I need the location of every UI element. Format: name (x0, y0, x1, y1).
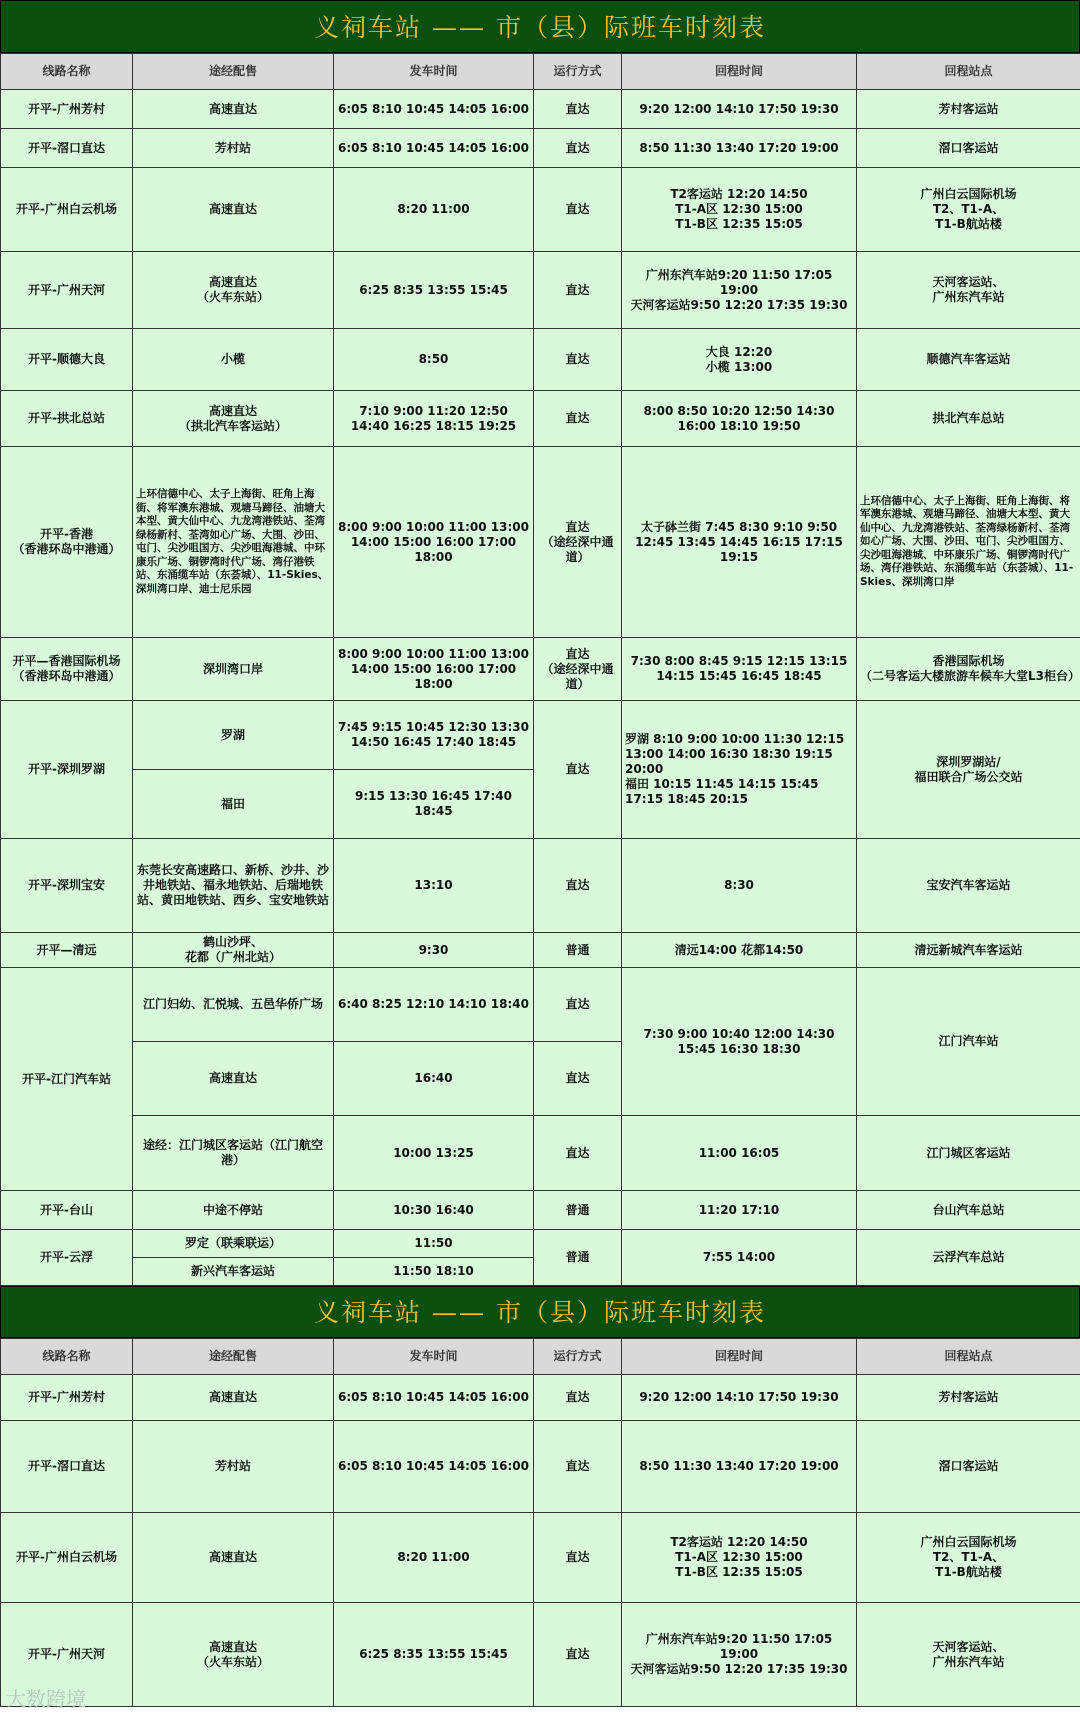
depart-time: 8:00 9:00 10:00 11:00 13:00 14:00 15:00 16:00 17:00 18:00 (334, 638, 534, 701)
return-time: 广州东汽车站9:20 11:50 17:05 19:00 天河客运站9:50 12:20 17:35 19:30 (622, 252, 857, 329)
mode: 直达 (534, 129, 622, 168)
table-row (1, 391, 1080, 447)
via: 高速直达 （火车东站） (133, 252, 334, 329)
header-return-time: 回程时间 (622, 54, 857, 90)
page-title: 义祠车站 —— 市（县）际班车时刻表 (0, 0, 1080, 53)
route-name: 开平-广州芳村 (1, 90, 133, 129)
route-name: 开平-台山 (1, 1191, 133, 1230)
mode: 直达 (534, 1042, 622, 1116)
header-return-time: 回程时间 (622, 1339, 857, 1375)
route-name: 开平-广州芳村 (1, 1375, 133, 1421)
table-row (1, 129, 1080, 168)
via: 鹤山沙坪、 花都（广州北站） (133, 933, 334, 968)
via: 小榄 (133, 329, 334, 391)
table-row (1, 1375, 1080, 1421)
header-depart: 发车时间 (334, 54, 534, 90)
return-station: 广州白云国际机场 T2、T1-A、 T1-B航站楼 (857, 168, 1080, 252)
return-time: 8:30 (622, 839, 857, 933)
return-time: T2客运站 12:20 14:50 T1-A区 12:30 15:00 T1-B区 12:35 15:05 (622, 168, 857, 252)
via: 高速直达 (133, 1042, 334, 1116)
depart-time: 6:05 8:10 10:45 14:05 16:00 (334, 90, 534, 129)
table-row (1, 90, 1080, 129)
via: 中途不停站 (133, 1191, 334, 1230)
table-row (1, 329, 1080, 391)
depart-time: 6:05 8:10 10:45 14:05 16:00 (334, 1375, 534, 1421)
header-row (1, 54, 1080, 90)
return-station: 宝安汽车客运站 (857, 839, 1080, 933)
table-row (1, 1513, 1080, 1603)
header-return-station: 回程站点 (857, 1339, 1080, 1375)
via: 高速直达 (133, 90, 334, 129)
return-time: 7:55 14:00 (622, 1230, 857, 1286)
header-route: 线路名称 (1, 1339, 133, 1375)
return-station: 云浮汽车总站 (857, 1230, 1080, 1286)
via: 福田 (133, 770, 334, 839)
route-name: 开平-滘口直达 (1, 129, 133, 168)
table-row (1, 968, 1080, 1042)
return-station: 天河客运站、 广州东汽车站 (857, 1603, 1080, 1707)
header-via: 途经配售 (133, 54, 334, 90)
return-station: 顺德汽车客运站 (857, 329, 1080, 391)
return-station: 江门城区客运站 (857, 1116, 1080, 1191)
return-time: T2客运站 12:20 14:50 T1-A区 12:30 15:00 T1-B区 12:35 15:05 (622, 1513, 857, 1603)
mode: 直达 (534, 391, 622, 447)
depart-time: 6:40 8:25 12:10 14:10 18:40 (334, 968, 534, 1042)
route-name: 开平-滘口直达 (1, 1421, 133, 1513)
route-name: 开平-广州白云机场 (1, 168, 133, 252)
via: 途经：江门城区客运站（江门航空港） (133, 1116, 334, 1191)
table-row (1, 252, 1080, 329)
watermark-logo: 大数跨境 (6, 1687, 86, 1711)
mode: 普通 (534, 1191, 622, 1230)
route-name: 开平-深圳罗湖 (1, 701, 133, 839)
mode: 直达 (534, 90, 622, 129)
return-station: 香港国际机场 （二号客运大楼旅游车候车大堂L3柜台） (857, 638, 1080, 701)
route-name: 开平-拱北总站 (1, 391, 133, 447)
schedule-table (0, 53, 1080, 1286)
via: 高速直达 (133, 168, 334, 252)
return-station: 滘口客运站 (857, 1421, 1080, 1513)
depart-time: 10:00 13:25 (334, 1116, 534, 1191)
table-row (1, 1603, 1080, 1707)
header-mode: 运行方式 (534, 54, 622, 90)
return-time: 7:30 8:00 8:45 9:15 12:15 13:15 14:15 15:45 16:45 18:45 (622, 638, 857, 701)
mode: 直达 (534, 839, 622, 933)
route-name: 开平-云浮 (1, 1230, 133, 1286)
via: 新兴汽车客运站 (133, 1258, 334, 1286)
mode: 直达 (534, 1421, 622, 1513)
via: 深圳湾口岸 (133, 638, 334, 701)
mode: 直达 （途经深中通道） (534, 447, 622, 638)
return-station: 江门汽车站 (857, 968, 1080, 1116)
return-station: 天河客运站、 广州东汽车站 (857, 252, 1080, 329)
depart-time: 8:20 11:00 (334, 168, 534, 252)
depart-time: 16:40 (334, 1042, 534, 1116)
via: 江门妇幼、汇悦城、五邑华侨广场 (133, 968, 334, 1042)
mode: 直达 (534, 329, 622, 391)
depart-time: 11:50 (334, 1230, 534, 1258)
via: 芳村站 (133, 1421, 334, 1513)
depart-time: 9:30 (334, 933, 534, 968)
mode: 普通 (534, 1230, 622, 1286)
depart-time: 7:10 9:00 11:20 12:50 14:40 16:25 18:15 19:25 (334, 391, 534, 447)
return-station: 上环信德中心、太子上海街、旺角上海街、将军澳东港城、观塘马蹄径、油塘大本型、黄大仙中心、九龙湾港铁站、荃湾绿杨新村、荃湾如心广场、大围、沙田、屯门、尖沙咀国方、尖沙咀海港城、中环康乐广场、铜锣湾时代广场、湾仔港铁站、东涌缆车站（东荟城）、11-Skies、深圳湾口岸 (857, 447, 1080, 638)
return-time: 大良 12:20 小榄 13:00 (622, 329, 857, 391)
route-name: 开平—清远 (1, 933, 133, 968)
via: 罗定（联乘联运） (133, 1230, 334, 1258)
return-time: 罗湖 8:10 9:00 10:00 11:30 12:15 13:00 14:00 16:30 18:30 19:15 20:00 福田 10:15 11:45 14:15 15:45 17:15 18:45 20:15 (622, 701, 857, 839)
return-station: 拱北汽车总站 (857, 391, 1080, 447)
via: 芳村站 (133, 129, 334, 168)
mode: 直达 (534, 1603, 622, 1707)
table-row (1, 447, 1080, 638)
via: 上环信德中心、太子上海街、旺角上海街、将军澳东港城、观塘马蹄径、油塘大本型、黄大仙中心、九龙湾港铁站、荃湾绿杨新村、荃湾如心广场、大围、沙田、屯门、尖沙咀国方、尖沙咀海港城、中环康乐广场、铜锣湾时代广场、湾仔港铁站、东涌缆车站（东荟城）、11-Skies、深圳湾口岸、迪士尼乐园 (133, 447, 334, 638)
header-return-station: 回程站点 (857, 54, 1080, 90)
schedule-table-repeat (0, 1338, 1080, 1707)
return-time: 清远14:00 花都14:50 (622, 933, 857, 968)
table-row (1, 1191, 1080, 1230)
depart-time: 13:10 (334, 839, 534, 933)
depart-time: 7:45 9:15 10:45 12:30 13:30 14:50 16:45 17:40 18:45 (334, 701, 534, 770)
return-time: 9:20 12:00 14:10 17:50 19:30 (622, 90, 857, 129)
return-time: 11:00 16:05 (622, 1116, 857, 1191)
table-row (1, 839, 1080, 933)
route-name: 开平-广州天河 (1, 1603, 133, 1707)
return-time: 11:20 17:10 (622, 1191, 857, 1230)
via: 东莞长安高速路口、新桥、沙井、沙井地铁站、福永地铁站、后瑞地铁站、黄田地铁站、西乡、宝安地铁站 (133, 839, 334, 933)
depart-time: 6:05 8:10 10:45 14:05 16:00 (334, 1421, 534, 1513)
return-time: 8:50 11:30 13:40 17:20 19:00 (622, 1421, 857, 1513)
depart-time: 8:00 9:00 10:00 11:00 13:00 14:00 15:00 16:00 17:00 18:00 (334, 447, 534, 638)
return-time: 9:20 12:00 14:10 17:50 19:30 (622, 1375, 857, 1421)
depart-time: 6:25 8:35 13:55 15:45 (334, 252, 534, 329)
via: 高速直达 （拱北汽车客运站） (133, 391, 334, 447)
return-station: 清远新城汽车客运站 (857, 933, 1080, 968)
depart-time: 8:50 (334, 329, 534, 391)
mode: 直达 (534, 968, 622, 1042)
via: 罗湖 (133, 701, 334, 770)
mode: 直达 (534, 1375, 622, 1421)
via: 高速直达 (133, 1375, 334, 1421)
via: 高速直达 （火车东站） (133, 1603, 334, 1707)
header-route: 线路名称 (1, 54, 133, 90)
table-row (1, 1230, 1080, 1258)
depart-time: 6:25 8:35 13:55 15:45 (334, 1603, 534, 1707)
route-name: 开平-香港 （香港环岛中港通） (1, 447, 133, 638)
table-row (1, 701, 1080, 770)
return-station: 台山汽车总站 (857, 1191, 1080, 1230)
depart-time: 11:50 18:10 (334, 1258, 534, 1286)
return-time: 广州东汽车站9:20 11:50 17:05 19:00 天河客运站9:50 12:20 17:35 19:30 (622, 1603, 857, 1707)
mode: 直达 (534, 252, 622, 329)
route-name: 开平-广州天河 (1, 252, 133, 329)
mode: 直达 (534, 1116, 622, 1191)
route-name: 开平—香港国际机场 （香港环岛中港通） (1, 638, 133, 701)
mode: 直达 （途经深中通道） (534, 638, 622, 701)
route-name: 开平-顺德大良 (1, 329, 133, 391)
header-depart: 发车时间 (334, 1339, 534, 1375)
mode: 直达 (534, 1513, 622, 1603)
depart-time: 9:15 13:30 16:45 17:40 18:45 (334, 770, 534, 839)
mode: 直达 (534, 701, 622, 839)
table-row (1, 1116, 1080, 1191)
return-time: 8:00 8:50 10:20 12:50 14:30 16:00 18:10 19:50 (622, 391, 857, 447)
depart-time: 10:30 16:40 (334, 1191, 534, 1230)
via: 高速直达 (133, 1513, 334, 1603)
depart-time: 6:05 8:10 10:45 14:05 16:00 (334, 129, 534, 168)
depart-time: 8:20 11:00 (334, 1513, 534, 1603)
route-name: 开平-广州白云机场 (1, 1513, 133, 1603)
return-station: 深圳罗湖站/ 福田联合广场公交站 (857, 701, 1080, 839)
return-time: 8:50 11:30 13:40 17:20 19:00 (622, 129, 857, 168)
return-time: 太子砵兰街 7:45 8:30 9:10 9:50 12:45 13:45 14:45 16:15 17:15 19:15 (622, 447, 857, 638)
return-station: 芳村客运站 (857, 1375, 1080, 1421)
route-name: 开平-深圳宝安 (1, 839, 133, 933)
table-row (1, 1421, 1080, 1513)
table-row (1, 638, 1080, 701)
return-station: 芳村客运站 (857, 90, 1080, 129)
mode: 直达 (534, 168, 622, 252)
header-row (1, 1339, 1080, 1375)
return-station: 广州白云国际机场 T2、T1-A、 T1-B航站楼 (857, 1513, 1080, 1603)
route-name: 开平-江门汽车站 (1, 968, 133, 1191)
mode: 普通 (534, 933, 622, 968)
return-time: 7:30 9:00 10:40 12:00 14:30 15:45 16:30 18:30 (622, 968, 857, 1116)
header-via: 途经配售 (133, 1339, 334, 1375)
page-title-repeat: 义祠车站 —— 市（县）际班车时刻表 (0, 1286, 1080, 1338)
return-station: 滘口客运站 (857, 129, 1080, 168)
header-mode: 运行方式 (534, 1339, 622, 1375)
table-row (1, 168, 1080, 252)
table-row (1, 933, 1080, 968)
